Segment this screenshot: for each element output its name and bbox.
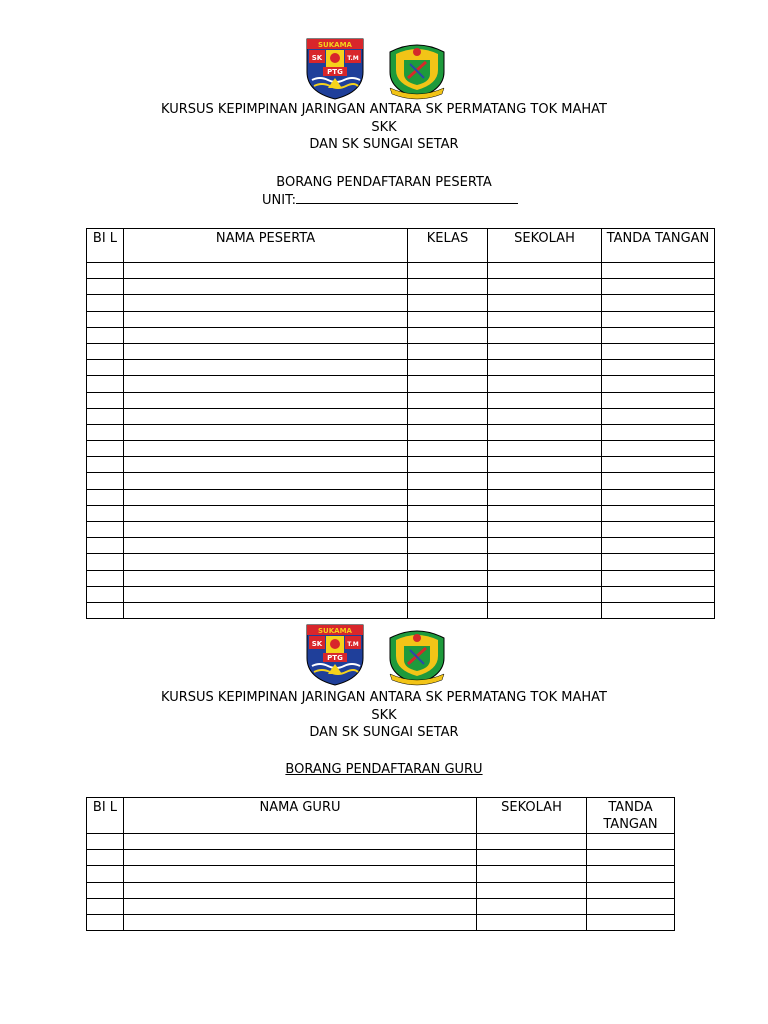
table-cell[interactable] [87,602,124,618]
col-header-sekolah: SEKOLAH [488,229,602,263]
table-cell[interactable] [602,586,715,602]
unit-fill-line[interactable] [296,193,518,204]
table-cell[interactable] [124,360,408,376]
table-row [87,834,675,850]
table-cell[interactable] [602,295,715,311]
table-cell[interactable] [602,279,715,295]
table-cell[interactable] [87,586,124,602]
table-row [87,311,715,327]
table-cell[interactable] [124,914,477,930]
table-cell[interactable] [602,376,715,392]
table-row [87,914,675,930]
table-cell[interactable] [87,424,124,440]
table-cell[interactable] [602,263,715,279]
col-header-tanda-tangan: TANDA TANGAN [602,229,715,263]
table-cell[interactable] [124,408,408,424]
table-cell[interactable] [488,376,602,392]
svg-text:SK: SK [311,640,323,648]
table-cell[interactable] [488,602,602,618]
table-row [87,263,715,279]
table-cell[interactable] [408,538,488,554]
form-title-teachers: BORANG PENDAFTARAN GURU [285,762,483,777]
table-row [87,408,715,424]
table-cell[interactable] [408,505,488,521]
table-cell[interactable] [602,392,715,408]
table-cell[interactable] [488,570,602,586]
table-row [87,586,715,602]
course-title-line3-2: DAN SK SUNGAI SETAR [309,725,459,740]
table-cell[interactable] [124,424,408,440]
table-cell[interactable] [87,457,124,473]
school-crest-logo-left [306,38,364,100]
table-cell[interactable] [124,538,408,554]
table-cell[interactable] [602,522,715,538]
table-cell[interactable] [87,570,124,586]
table-row [87,866,675,882]
table-cell[interactable] [408,279,488,295]
school-crest-logo-right [386,38,448,100]
table-cell[interactable] [408,570,488,586]
table-cell[interactable] [488,279,602,295]
table-cell[interactable] [124,311,408,327]
table-cell[interactable] [124,570,408,586]
table-cell[interactable] [488,408,602,424]
table-header-row [87,798,675,834]
table-cell[interactable] [87,376,124,392]
table-cell[interactable] [87,392,124,408]
table-cell[interactable] [124,473,408,489]
table-cell[interactable] [408,489,488,505]
table-cell[interactable] [408,602,488,618]
table-cell[interactable] [87,882,124,898]
table-cell[interactable] [602,570,715,586]
table-row [87,392,715,408]
table-cell[interactable] [602,327,715,343]
table-row [87,376,715,392]
header-section-1 [0,101,768,154]
table-cell[interactable] [87,538,124,554]
table-cell[interactable] [87,554,124,570]
col-header-nama-peserta: NAMA PESERTA [124,229,408,263]
participant-registration-table [86,228,715,619]
col-header-bil: BI L [87,229,124,263]
table-cell[interactable] [488,424,602,440]
table-cell[interactable] [124,489,408,505]
col-header-nama-guru: NAMA GURU [124,798,477,834]
table-cell[interactable] [602,343,715,359]
table-cell[interactable] [602,441,715,457]
table-cell[interactable] [124,882,477,898]
table-row [87,505,715,521]
table-cell[interactable] [87,473,124,489]
table-cell[interactable] [87,914,124,930]
table-cell[interactable] [488,538,602,554]
table-cell[interactable] [408,424,488,440]
course-title-line2-2: SKK [371,707,397,723]
table-cell[interactable] [87,441,124,457]
course-title-line1-2: KURSUS KEPIMPINAN JARINGAN ANTARA SK PERMATANG TOK MAHAT [161,690,607,705]
school-crest-logo-right-2 [386,624,448,686]
table-cell[interactable] [87,834,124,850]
unit-field[interactable] [0,192,768,210]
table-cell[interactable] [124,343,408,359]
table-cell[interactable] [87,263,124,279]
svg-text:T.M: T.M [347,641,359,648]
table-cell[interactable] [602,457,715,473]
table-cell[interactable] [87,489,124,505]
table-cell[interactable] [488,441,602,457]
table-cell[interactable] [408,311,488,327]
table-cell[interactable] [488,489,602,505]
table-cell[interactable] [87,850,124,866]
form-title-block-1 [0,174,768,209]
table-cell[interactable] [124,898,477,914]
table-cell[interactable] [587,898,675,914]
table-cell[interactable] [408,441,488,457]
table-cell[interactable] [587,850,675,866]
table-cell[interactable] [488,522,602,538]
table-cell[interactable] [587,882,675,898]
table-cell[interactable] [602,554,715,570]
table-row [87,457,715,473]
table-row [87,327,715,343]
table-cell[interactable] [602,311,715,327]
table-cell[interactable] [124,850,477,866]
table-cell[interactable] [477,850,587,866]
table-row [87,360,715,376]
svg-text:PTG: PTG [327,68,343,76]
table-cell[interactable] [488,554,602,570]
table-cell[interactable] [477,834,587,850]
table-cell[interactable] [408,295,488,311]
table-cell[interactable] [587,834,675,850]
svg-text:SK: SK [311,54,323,62]
table-cell[interactable] [488,586,602,602]
table-cell[interactable] [477,882,587,898]
participant-rows [87,263,715,619]
table-cell[interactable] [124,602,408,618]
table-cell[interactable] [602,473,715,489]
teacher-registration-table [86,797,675,931]
form-title-participants: BORANG PENDAFTARAN PESERTA [276,175,492,190]
table-cell[interactable] [408,554,488,570]
table-cell[interactable] [87,279,124,295]
table-cell[interactable] [488,311,602,327]
table-cell[interactable] [124,586,408,602]
col-header-tanda-tangan: TANDA TANGAN [587,798,675,834]
table-cell[interactable] [602,408,715,424]
table-cell[interactable] [124,457,408,473]
table-cell[interactable] [488,295,602,311]
table-cell[interactable] [488,392,602,408]
table-cell[interactable] [87,505,124,521]
table-cell[interactable] [124,376,408,392]
table-cell[interactable] [408,327,488,343]
table-cell[interactable] [87,898,124,914]
table-cell[interactable] [488,360,602,376]
table-row [87,602,715,618]
table-cell[interactable] [488,473,602,489]
table-cell[interactable] [408,522,488,538]
table-cell[interactable] [408,263,488,279]
table-row [87,473,715,489]
table-row [87,538,715,554]
course-title-line3: DAN SK SUNGAI SETAR [309,137,459,152]
table-cell[interactable] [408,457,488,473]
table-cell[interactable] [124,554,408,570]
table-row [87,279,715,295]
table-cell[interactable] [124,866,477,882]
table-cell[interactable] [87,360,124,376]
table-cell[interactable] [602,602,715,618]
table-cell[interactable] [587,914,675,930]
table-cell[interactable] [602,424,715,440]
table-cell[interactable] [408,360,488,376]
table-cell[interactable] [408,408,488,424]
table-cell[interactable] [602,360,715,376]
table-cell[interactable] [408,376,488,392]
table-cell[interactable] [87,343,124,359]
table-cell[interactable] [124,279,408,295]
table-cell[interactable] [477,914,587,930]
table-cell[interactable] [602,538,715,554]
table-cell[interactable] [477,866,587,882]
logos-top [0,38,768,100]
table-cell[interactable] [408,473,488,489]
svg-text:T.M: T.M [347,55,359,62]
table-cell[interactable] [87,522,124,538]
table-cell[interactable] [587,866,675,882]
svg-text:SUKAMA: SUKAMA [318,41,352,49]
table-cell[interactable] [488,263,602,279]
table-cell[interactable] [87,866,124,882]
table-cell[interactable] [124,295,408,311]
unit-label: UNIT: [262,192,296,208]
table-cell[interactable] [87,295,124,311]
table-row [87,522,715,538]
table-cell[interactable] [87,311,124,327]
header-section-2 [0,689,768,742]
table-row [87,882,675,898]
table-row [87,898,675,914]
table-cell[interactable] [87,327,124,343]
table-cell[interactable] [408,392,488,408]
table-cell[interactable] [488,505,602,521]
table-row [87,554,715,570]
form-title-block-2 [0,761,768,779]
table-row [87,570,715,586]
table-cell[interactable] [87,408,124,424]
table-cell[interactable] [124,505,408,521]
table-cell[interactable] [124,834,477,850]
logos-bottom [0,624,768,686]
table-cell[interactable] [124,522,408,538]
table-row [87,424,715,440]
col-header-bil: BI L [87,798,124,834]
table-cell[interactable] [488,343,602,359]
table-row [87,850,675,866]
table-cell[interactable] [124,441,408,457]
table-cell[interactable] [488,457,602,473]
table-cell[interactable] [602,505,715,521]
teacher-rows [87,834,675,931]
col-header-kelas: KELAS [408,229,488,263]
table-cell[interactable] [408,343,488,359]
table-cell[interactable] [477,898,587,914]
table-header-row [87,229,715,263]
table-row [87,343,715,359]
col-header-sekolah: SEKOLAH [477,798,587,834]
course-title-line1: KURSUS KEPIMPINAN JARINGAN ANTARA SK PERMATANG TOK MAHAT [161,102,607,117]
svg-text:SUKAMA: SUKAMA [318,627,352,635]
table-row [87,489,715,505]
table-cell[interactable] [488,327,602,343]
course-title-line2: SKK [371,119,397,135]
school-crest-logo-left-2 [306,624,364,686]
table-row [87,441,715,457]
svg-text:PTG: PTG [327,654,343,662]
table-cell[interactable] [124,263,408,279]
table-cell[interactable] [124,327,408,343]
table-cell[interactable] [408,586,488,602]
table-cell[interactable] [602,489,715,505]
table-row [87,295,715,311]
table-cell[interactable] [124,392,408,408]
